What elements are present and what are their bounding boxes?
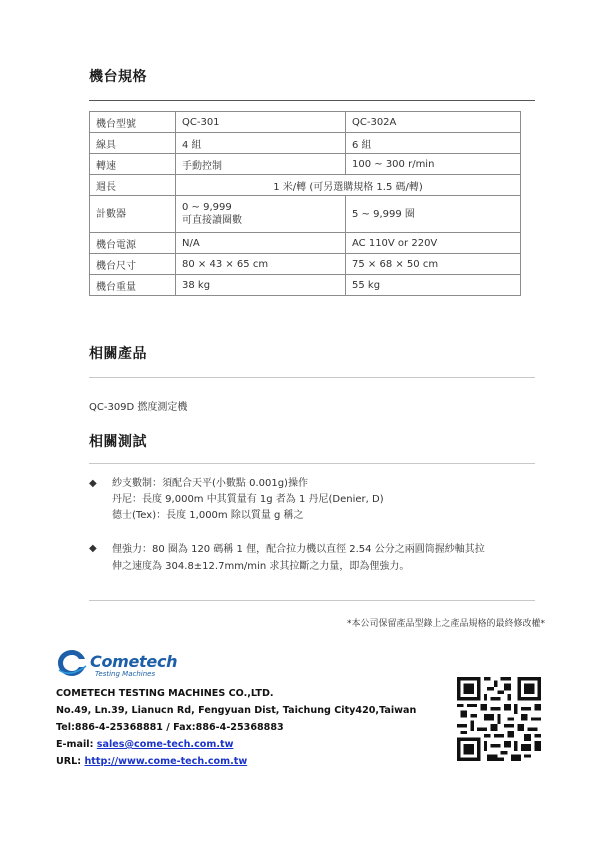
list-item [89, 476, 549, 526]
diamond-bullet-icon: ◆ [89, 478, 97, 489]
url-label: URL: [56, 756, 85, 767]
related-products-title: 相關產品 [89, 346, 147, 362]
related-tests-divider [89, 463, 535, 464]
company-email-row [56, 736, 416, 753]
disclaimer-note: *本公司保留產品型錄上之產品規格的最終修改權* [346, 619, 545, 629]
list-item [89, 541, 549, 575]
table-row [90, 254, 521, 275]
table-row [90, 275, 521, 296]
diamond-bullet-icon: ◆ [89, 543, 97, 554]
row-label: 機台重量 [90, 275, 176, 296]
counter-note: 可直接讀圈數 [182, 215, 242, 226]
company-address: No.49, Ln.39, Lianucn Rd, Fengyuan Dist, Taichung City420,Taiwan [56, 705, 417, 716]
cell-qc302a: 75 × 68 × 50 cm [346, 254, 521, 275]
cell-qc301 [176, 196, 346, 233]
related-product-item: QC-309D 撚度測定機 [89, 402, 188, 413]
company-name: COMETECH TESTING MACHINES CO.,LTD. [56, 688, 274, 699]
table-row [90, 196, 521, 233]
cell-qc302a: 6 組 [346, 133, 521, 154]
row-label: 計數器 [90, 196, 176, 233]
company-contact [56, 685, 416, 770]
company-url-row [56, 753, 416, 770]
counter-range: 0 ~ 9,999 [182, 202, 232, 213]
cell-qc302a: 55 kg [346, 275, 521, 296]
related-tests-title: 相關測試 [89, 434, 147, 450]
list-item-line: 伸之速度為 304.8±12.7mm/min 求其拉斷之力量，即為俚強力。 [112, 561, 410, 572]
table-row [90, 133, 521, 154]
logo-tagline: Testing Machines [95, 670, 156, 678]
qr-code-icon [457, 677, 541, 761]
row-label: 機台尺寸 [90, 254, 176, 275]
email-label: E-mail: [56, 739, 97, 750]
cell-qc301: QC-301 [176, 112, 346, 133]
row-label: 轉速 [90, 154, 176, 175]
cell-qc301: 手動控制 [176, 154, 346, 175]
company-tel-fax: Tel:886-4-25368881 / Fax:886-4-25368883 [56, 722, 284, 733]
row-label: 機台型號 [90, 112, 176, 133]
table-row [90, 154, 521, 175]
list-item-line: 俚強力：80 圈為 120 碼稱 1 俚，配合拉力機以直徑 2.54 公分之兩圓筒握紗軸其拉 [112, 544, 485, 555]
row-label: 機台電源 [90, 233, 176, 254]
cell-qc301: 38 kg [176, 275, 346, 296]
cell-qc302a: AC 110V or 220V [346, 233, 521, 254]
table-row [90, 233, 521, 254]
cell-qc301: 4 組 [176, 133, 346, 154]
table-row [90, 112, 521, 133]
website-link[interactable]: http://www.come-tech.com.tw [84, 756, 248, 767]
cell-qc301: 80 × 43 × 65 cm [176, 254, 346, 275]
specs-title: 機台規格 [89, 69, 147, 85]
list-item-line: 丹尼：長度 9,000m 中其質量有 1g 者為 1 丹尼(Denier, D) [112, 494, 384, 505]
table-row [90, 175, 521, 196]
row-label: 線具 [90, 133, 176, 154]
logo-wordmark: Cometech [90, 652, 178, 671]
related-products-divider [89, 377, 535, 378]
footer-divider [89, 600, 535, 601]
cell-qc301: N/A [176, 233, 346, 254]
cell-qc302a: 5 ~ 9,999 圈 [346, 196, 521, 233]
specs-divider [89, 100, 535, 101]
company-logo [56, 648, 196, 684]
spec-table [89, 111, 521, 296]
cometech-logo-icon [56, 648, 88, 678]
email-link[interactable]: sales@come-tech.com.tw [96, 739, 234, 750]
row-label: 週長 [90, 175, 176, 196]
list-item-line: 德士(Tex)：長度 1,000m 除以質量 g 稱之 [112, 510, 304, 521]
list-item-line: 紗支數制：須配合天平(小數點 0.001g)操作 [112, 478, 308, 489]
cell-merged: 1 米/轉 (可另選購規格 1.5 碼/轉) [176, 175, 521, 196]
cell-qc302a: 100 ~ 300 r/min [346, 154, 521, 175]
cell-qc302a: QC-302A [346, 112, 521, 133]
